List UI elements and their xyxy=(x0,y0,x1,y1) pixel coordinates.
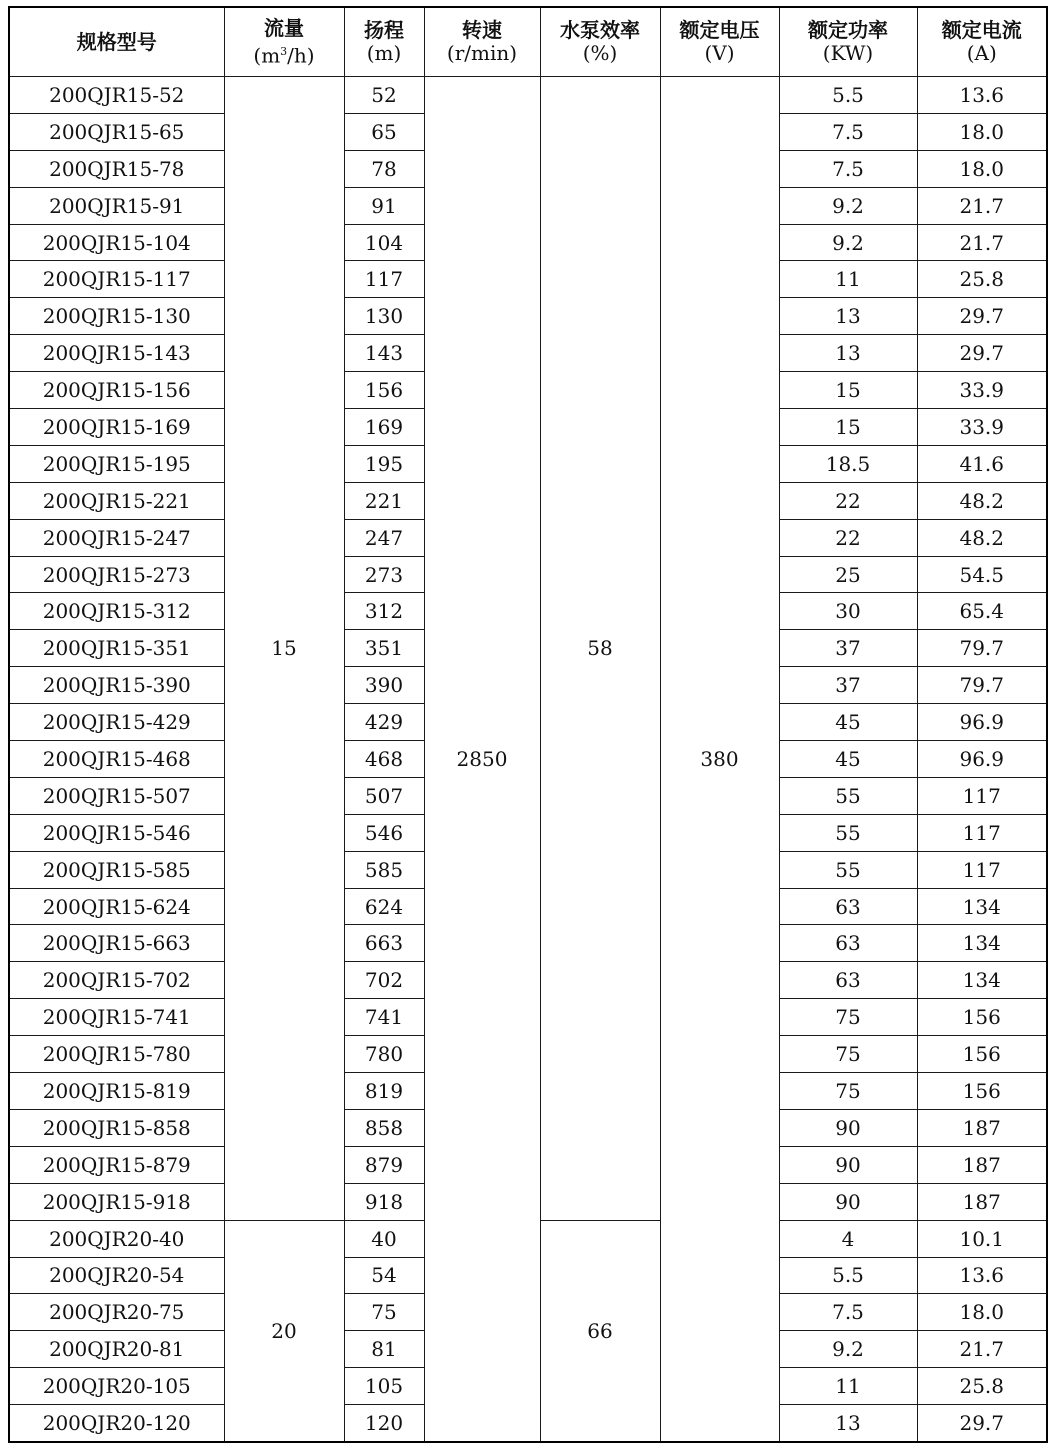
cell-power: 5.5 xyxy=(779,1257,917,1294)
header-current-unit: (A) xyxy=(966,41,997,65)
header-flow-unit xyxy=(225,40,344,68)
cell-model: 200QJR15-819 xyxy=(9,1073,224,1110)
cell-current: 187 xyxy=(917,1109,1047,1146)
cell-current: 18.0 xyxy=(917,1294,1047,1331)
cell-power: 55 xyxy=(779,814,917,851)
header-flow-label: 流量 xyxy=(264,15,304,40)
cell-head: 819 xyxy=(344,1073,424,1110)
cell-head: 91 xyxy=(344,187,424,224)
cell-flow-merged: 20 xyxy=(224,1220,344,1442)
cell-power: 63 xyxy=(779,888,917,925)
cell-model: 200QJR15-468 xyxy=(9,741,224,778)
cell-head: 105 xyxy=(344,1368,424,1405)
cell-model: 200QJR15-918 xyxy=(9,1183,224,1220)
cell-current: 156 xyxy=(917,1036,1047,1073)
cell-current: 29.7 xyxy=(917,335,1047,372)
cell-head: 585 xyxy=(344,851,424,888)
cell-model: 200QJR20-81 xyxy=(9,1331,224,1368)
cell-head: 65 xyxy=(344,113,424,150)
cell-power: 75 xyxy=(779,1036,917,1073)
cell-model: 200QJR20-54 xyxy=(9,1257,224,1294)
cell-power: 63 xyxy=(779,962,917,999)
flow-unit-pre: (m xyxy=(253,43,281,68)
cell-model: 200QJR15-91 xyxy=(9,187,224,224)
cell-head: 54 xyxy=(344,1257,424,1294)
cell-current: 187 xyxy=(917,1183,1047,1220)
cell-model: 200QJR15-585 xyxy=(9,851,224,888)
cell-head: 247 xyxy=(344,519,424,556)
cell-current: 96.9 xyxy=(917,704,1047,741)
cell-current: 117 xyxy=(917,851,1047,888)
header-voltage xyxy=(660,7,779,77)
header-speed xyxy=(424,7,540,77)
cell-power: 9.2 xyxy=(779,187,917,224)
header-voltage-unit: (V) xyxy=(704,41,735,65)
cell-power: 75 xyxy=(779,999,917,1036)
cell-head: 52 xyxy=(344,77,424,114)
table-body xyxy=(9,77,1047,1442)
cell-current: 29.7 xyxy=(917,298,1047,335)
table-row xyxy=(9,77,1047,114)
cell-model: 200QJR15-156 xyxy=(9,372,224,409)
cell-model: 200QJR15-221 xyxy=(9,482,224,519)
cell-model: 200QJR15-663 xyxy=(9,925,224,962)
cell-power: 13 xyxy=(779,1405,917,1442)
header-flow xyxy=(224,7,344,77)
cell-model: 200QJR15-741 xyxy=(9,999,224,1036)
cell-model: 200QJR15-858 xyxy=(9,1109,224,1146)
cell-head: 468 xyxy=(344,741,424,778)
cell-model: 200QJR15-52 xyxy=(9,77,224,114)
cell-current: 187 xyxy=(917,1146,1047,1183)
cell-power: 22 xyxy=(779,482,917,519)
flow-unit-post: /h) xyxy=(287,43,315,68)
cell-current: 96.9 xyxy=(917,741,1047,778)
cell-current: 117 xyxy=(917,814,1047,851)
cell-current: 134 xyxy=(917,925,1047,962)
cell-head: 78 xyxy=(344,150,424,187)
cell-model: 200QJR15-312 xyxy=(9,593,224,630)
cell-power: 9.2 xyxy=(779,1331,917,1368)
header-speed-label: 转速 xyxy=(462,18,502,42)
cell-model: 200QJR15-65 xyxy=(9,113,224,150)
cell-current: 48.2 xyxy=(917,482,1047,519)
cell-model: 200QJR20-75 xyxy=(9,1294,224,1331)
cell-model: 200QJR15-624 xyxy=(9,888,224,925)
cell-power: 15 xyxy=(779,372,917,409)
cell-head: 120 xyxy=(344,1405,424,1442)
cell-power: 13 xyxy=(779,335,917,372)
cell-current: 25.8 xyxy=(917,1368,1047,1405)
cell-model: 200QJR15-247 xyxy=(9,519,224,556)
header-head xyxy=(344,7,424,77)
header-power-unit: (KW) xyxy=(822,41,874,65)
header-power-label: 额定功率 xyxy=(808,18,888,42)
cell-head: 918 xyxy=(344,1183,424,1220)
cell-power: 63 xyxy=(779,925,917,962)
cell-power: 55 xyxy=(779,851,917,888)
pump-spec-table xyxy=(8,6,1048,1443)
cell-head: 741 xyxy=(344,999,424,1036)
cell-current: 13.6 xyxy=(917,77,1047,114)
cell-power: 55 xyxy=(779,777,917,814)
cell-head: 81 xyxy=(344,1331,424,1368)
cell-head: 879 xyxy=(344,1146,424,1183)
cell-model: 200QJR15-780 xyxy=(9,1036,224,1073)
cell-model: 200QJR15-195 xyxy=(9,445,224,482)
cell-current: 18.0 xyxy=(917,150,1047,187)
cell-model: 200QJR15-273 xyxy=(9,556,224,593)
cell-power: 15 xyxy=(779,409,917,446)
cell-head: 221 xyxy=(344,482,424,519)
cell-current: 21.7 xyxy=(917,224,1047,261)
cell-head: 780 xyxy=(344,1036,424,1073)
cell-current: 21.7 xyxy=(917,1331,1047,1368)
cell-power: 9.2 xyxy=(779,224,917,261)
cell-model: 200QJR15-130 xyxy=(9,298,224,335)
cell-current: 134 xyxy=(917,962,1047,999)
cell-power: 18.5 xyxy=(779,445,917,482)
header-efficiency-unit: (%) xyxy=(582,41,618,65)
cell-current: 21.7 xyxy=(917,187,1047,224)
cell-power: 25 xyxy=(779,556,917,593)
cell-head: 390 xyxy=(344,667,424,704)
cell-model: 200QJR15-78 xyxy=(9,150,224,187)
cell-head: 702 xyxy=(344,962,424,999)
cell-power: 4 xyxy=(779,1220,917,1257)
cell-head: 858 xyxy=(344,1109,424,1146)
cell-power: 11 xyxy=(779,261,917,298)
cell-head: 143 xyxy=(344,335,424,372)
cell-current: 41.6 xyxy=(917,445,1047,482)
cell-power: 90 xyxy=(779,1109,917,1146)
cell-model: 200QJR20-105 xyxy=(9,1368,224,1405)
cell-head: 195 xyxy=(344,445,424,482)
cell-power: 11 xyxy=(779,1368,917,1405)
header-model xyxy=(9,7,224,77)
cell-model: 200QJR15-169 xyxy=(9,409,224,446)
cell-head: 273 xyxy=(344,556,424,593)
header-efficiency-label: 水泵效率 xyxy=(560,18,640,42)
cell-head: 169 xyxy=(344,409,424,446)
cell-power: 7.5 xyxy=(779,150,917,187)
cell-power: 75 xyxy=(779,1073,917,1110)
header-current-label: 额定电流 xyxy=(941,18,1022,42)
cell-current: 79.7 xyxy=(917,630,1047,667)
cell-current: 117 xyxy=(917,777,1047,814)
cell-power: 22 xyxy=(779,519,917,556)
cell-current: 33.9 xyxy=(917,372,1047,409)
cell-model: 200QJR15-702 xyxy=(9,962,224,999)
cell-head: 429 xyxy=(344,704,424,741)
header-model-label: 规格型号 xyxy=(76,29,157,54)
cell-current: 29.7 xyxy=(917,1405,1047,1442)
cell-head: 351 xyxy=(344,630,424,667)
cell-current: 134 xyxy=(917,888,1047,925)
cell-model: 200QJR15-104 xyxy=(9,224,224,261)
cell-head: 624 xyxy=(344,888,424,925)
cell-head: 104 xyxy=(344,224,424,261)
cell-current: 25.8 xyxy=(917,261,1047,298)
cell-model: 200QJR15-351 xyxy=(9,630,224,667)
cell-model: 200QJR15-546 xyxy=(9,814,224,851)
cell-head: 663 xyxy=(344,925,424,962)
header-head-unit: (m) xyxy=(366,41,402,65)
cell-current: 79.7 xyxy=(917,667,1047,704)
header-head-label: 扬程 xyxy=(364,18,404,42)
cell-current: 54.5 xyxy=(917,556,1047,593)
header-current xyxy=(917,7,1047,77)
cell-head: 546 xyxy=(344,814,424,851)
cell-power: 37 xyxy=(779,667,917,704)
cell-head: 117 xyxy=(344,261,424,298)
cell-power: 90 xyxy=(779,1183,917,1220)
cell-efficiency-merged: 66 xyxy=(540,1220,660,1442)
cell-power: 45 xyxy=(779,704,917,741)
flow-unit-sup: 3 xyxy=(280,44,288,58)
cell-model: 200QJR15-429 xyxy=(9,704,224,741)
cell-model: 200QJR15-390 xyxy=(9,667,224,704)
cell-current: 13.6 xyxy=(917,1257,1047,1294)
cell-model: 200QJR20-120 xyxy=(9,1405,224,1442)
cell-current: 48.2 xyxy=(917,519,1047,556)
header-speed-unit: (r/min) xyxy=(446,41,518,65)
cell-power: 7.5 xyxy=(779,1294,917,1331)
cell-efficiency-merged: 58 xyxy=(540,77,660,1221)
cell-head: 130 xyxy=(344,298,424,335)
cell-current: 65.4 xyxy=(917,593,1047,630)
cell-head: 75 xyxy=(344,1294,424,1331)
cell-current: 10.1 xyxy=(917,1220,1047,1257)
header-efficiency xyxy=(540,7,660,77)
cell-flow-merged: 15 xyxy=(224,77,344,1221)
cell-model: 200QJR15-117 xyxy=(9,261,224,298)
cell-model: 200QJR15-507 xyxy=(9,777,224,814)
cell-voltage-merged: 380 xyxy=(660,77,779,1442)
cell-power: 7.5 xyxy=(779,113,917,150)
cell-head: 312 xyxy=(344,593,424,630)
cell-power: 13 xyxy=(779,298,917,335)
cell-power: 5.5 xyxy=(779,77,917,114)
cell-head: 156 xyxy=(344,372,424,409)
header-row xyxy=(9,7,1047,77)
cell-model: 200QJR15-143 xyxy=(9,335,224,372)
cell-head: 507 xyxy=(344,777,424,814)
cell-power: 90 xyxy=(779,1146,917,1183)
cell-current: 33.9 xyxy=(917,409,1047,446)
cell-current: 18.0 xyxy=(917,113,1047,150)
cell-model: 200QJR15-879 xyxy=(9,1146,224,1183)
cell-model: 200QJR20-40 xyxy=(9,1220,224,1257)
cell-speed-merged: 2850 xyxy=(424,77,540,1442)
header-power xyxy=(779,7,917,77)
cell-current: 156 xyxy=(917,999,1047,1036)
cell-power: 37 xyxy=(779,630,917,667)
header-voltage-label: 额定电压 xyxy=(679,18,760,42)
cell-current: 156 xyxy=(917,1073,1047,1110)
cell-power: 45 xyxy=(779,741,917,778)
cell-power: 30 xyxy=(779,593,917,630)
cell-head: 40 xyxy=(344,1220,424,1257)
